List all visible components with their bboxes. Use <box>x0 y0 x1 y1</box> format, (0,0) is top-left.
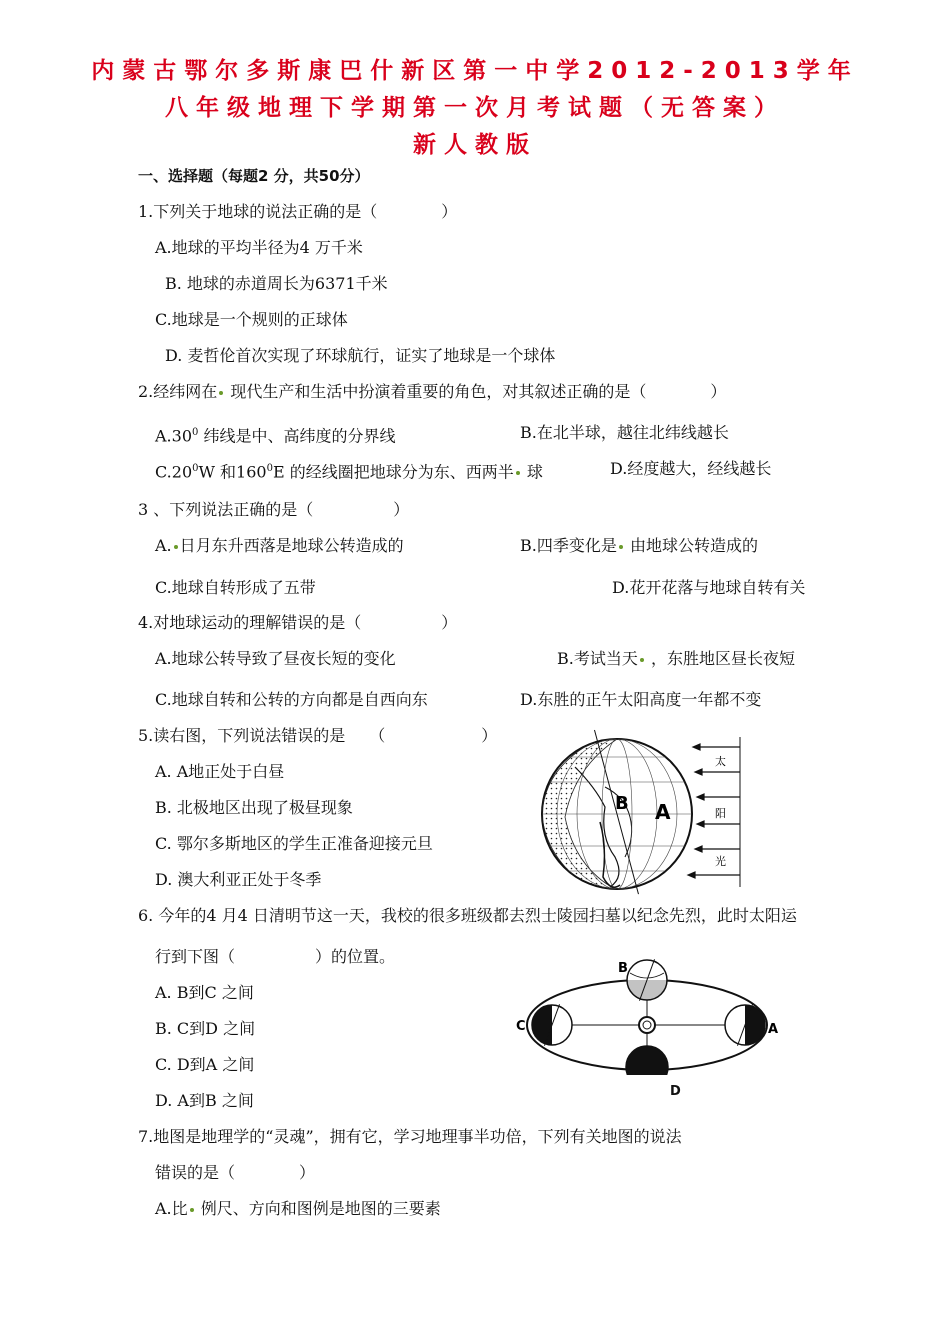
label-b: B <box>618 961 628 976</box>
q4-option-a: A.地球公转导致了昼夜长短的变化 <box>155 649 396 668</box>
earth-position-a <box>725 1004 765 1045</box>
sunlight-label-1: 太 <box>715 755 726 768</box>
q5-stem: 5.读右图，下列说法错误的是 （ ） <box>138 726 498 745</box>
mark-dot <box>174 545 178 549</box>
q2-option-c <box>155 459 543 482</box>
sunlight-arrows <box>688 744 740 878</box>
degree-sup: 0 <box>192 427 199 438</box>
q2-stem <box>138 382 726 402</box>
q5-option-b: B. 北极地区出现了极昼现象 <box>155 798 353 817</box>
sunlight-label-3: 光 <box>715 855 726 868</box>
mark-dot <box>640 658 644 662</box>
title-line-1: 内蒙古鄂尔多斯康巴什新区第一中学2012-2013学年 <box>91 58 859 84</box>
q7-a-post: 例尺、方向和图例是地图的三要素 <box>195 1199 441 1218</box>
q5-option-a: A. A地正处于白昼 <box>155 762 285 781</box>
q3-option-a <box>155 536 404 556</box>
q2-stem-pre: 2.经纬网在 <box>138 382 218 401</box>
q6-stem-2: 行到下图（ ）的位置。 <box>155 947 396 966</box>
sun-core <box>643 1021 651 1029</box>
q3-stem: 3 、下列说法正确的是（ ） <box>138 500 410 519</box>
q6-option-d: D. A到B 之间 <box>155 1091 254 1110</box>
q3-option-b <box>520 536 758 556</box>
q3-a-post: 日月东升西落是地球公转造成的 <box>179 536 404 555</box>
q4-option-d: D.东胜的正午太阳高度一年都不变 <box>520 690 762 709</box>
q4-option-c: C.地球自转和公转的方向都是自西向东 <box>155 690 428 709</box>
q7-option-a <box>155 1199 441 1219</box>
q5-option-d: D. 澳大利亚正处于冬季 <box>155 870 322 889</box>
degree-sup: 0 <box>266 463 273 474</box>
earth-position-b <box>627 959 667 1000</box>
q4-b-pre: B.考试当天 <box>557 649 638 668</box>
earth-position-d <box>626 1046 668 1075</box>
globe-figure <box>535 727 745 897</box>
q3-a-pre: A. <box>155 536 172 555</box>
q6-stem: 6. 今年的4 月4 日清明节这一天，我校的很多班级都去烈士陵园扫墓以纪念先烈，此时太阳运 <box>138 906 797 925</box>
q4-option-b <box>557 649 795 669</box>
q2-c-p2: W 和160 <box>198 462 267 482</box>
mark-dot <box>190 1208 194 1212</box>
section-heading: 一、选择题（每题2 分，共50分） <box>138 167 370 185</box>
title-line-2: 八年级地理下学期第一次月考试题（无答案） <box>165 95 785 121</box>
earth-position-c <box>532 1004 572 1045</box>
q5-option-c: C. 鄂尔多斯地区的学生正准备迎接元旦 <box>155 834 433 853</box>
label-a: A <box>768 1022 779 1037</box>
degree-sup: 0 <box>192 463 199 474</box>
q2-option-a <box>155 423 395 446</box>
q7-a-pre: A.比 <box>155 1199 188 1218</box>
q2-option-b: B.在北半球，越往北纬线越长 <box>520 423 729 442</box>
q4-b-post: ，东胜地区昼长夜短 <box>645 649 795 668</box>
mark-dot <box>619 545 623 549</box>
q2-a-pre: A.30 <box>155 426 192 446</box>
orbit-figure <box>510 955 785 1075</box>
sunlight-label-2: 阳 <box>715 807 726 820</box>
q1-option-d: D. 麦哲伦首次实现了环球航行，证实了地球是一个球体 <box>165 346 556 365</box>
q6-option-b: B. C到D 之间 <box>155 1019 256 1038</box>
mark-dot <box>516 471 520 475</box>
q2-a-post: 纬线是中、高纬度的分界线 <box>198 426 396 446</box>
q2-stem-post: 现代生产和生活中扮演着重要的角色，对其叙述正确的是（ ） <box>225 382 727 401</box>
q2-c-p3: E 的经线圈把地球分为东、西两半 <box>272 462 514 482</box>
q1-option-a: A.地球的平均半径为4 万千米 <box>155 238 363 257</box>
label-c: C <box>516 1019 526 1034</box>
q3-option-c: C.地球自转形成了五带 <box>155 578 316 597</box>
title-line-3: 新人教版 <box>413 132 537 158</box>
label-d: D <box>670 1084 681 1099</box>
q2-option-d: D.经度越大，经线越长 <box>610 459 772 478</box>
q1-option-b: B. 地球的赤道周长为6371千米 <box>165 274 388 293</box>
q4-stem: 4.对地球运动的理解错误的是（ ） <box>138 613 458 632</box>
q3-b-pre: B.四季变化是 <box>520 536 617 555</box>
point-b-label: B <box>615 793 629 814</box>
q7-stem: 7.地图是地理学的“灵魂”，拥有它，学习地理事半功倍，下列有关地图的说法 <box>138 1127 682 1146</box>
point-a-label: A <box>655 800 671 824</box>
q6-option-a: A. B到C 之间 <box>155 983 254 1002</box>
q3-option-d: D.花开花落与地球自转有关 <box>612 578 806 597</box>
q7-stem-2: 错误的是（ ） <box>155 1163 316 1182</box>
q3-b-post: 由地球公转造成的 <box>624 536 758 555</box>
q1-stem: 1.下列关于地球的说法正确的是（ ） <box>138 202 458 221</box>
mark-dot <box>219 391 223 395</box>
q1-option-c: C.地球是一个规则的正球体 <box>155 310 348 329</box>
q2-c-p4: 球 <box>521 462 543 482</box>
q6-option-c: C. D到A 之间 <box>155 1055 255 1074</box>
q2-c-p1: C.20 <box>155 462 193 482</box>
